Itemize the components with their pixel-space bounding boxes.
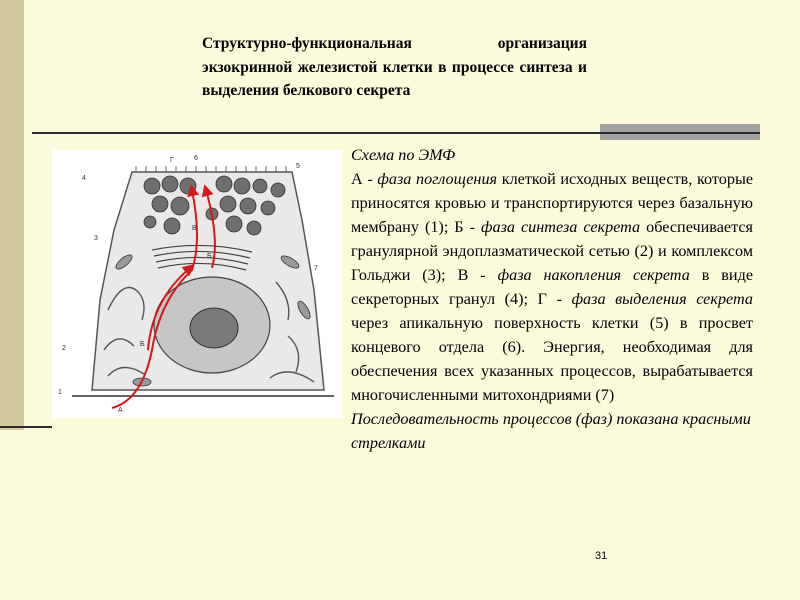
desc-part: фаза накопления секрета [497,266,690,284]
header-divider [32,132,760,134]
label-g: Г [170,157,174,164]
label-7: 7 [314,265,318,272]
nucleolus [190,308,238,348]
sequence-note: Последовательность процессов (фаз) показана красными стрелками [351,410,751,452]
label-5: 5 [296,163,300,170]
label-a: А [118,407,123,414]
page-number: 31 [595,550,608,562]
phase-description [351,167,753,407]
apical-microvilli [136,166,286,172]
desc-part: фаза синтеза секрета [481,218,641,236]
cell-diagram-svg [52,150,342,418]
label-4: 4 [82,175,86,182]
label-6: 6 [194,155,198,162]
description-block [351,143,753,455]
label-v: В [192,225,197,232]
slide-title: Структурно-функциональная организация экзокринной железистой клетки в процессе синтеза и выделения белкового секрета [202,35,587,99]
left-divider [0,426,52,428]
cell-diagram [52,150,342,418]
desc-part: в виде секреторных гранул (4); Г - [351,266,754,308]
scheme-heading: Схема по ЭМФ [351,146,456,164]
label-1: 1 [58,389,62,396]
desc-part: обеспечивается гранулярной эндоплазматической сетью (2) и комплексом Гольджи (3); В - [351,218,753,284]
left-decor-band [0,0,24,430]
desc-part: клеткой исходных веществ, которые приносятся кровью и транспортируются через базальную мембрану (1); Б - [351,170,754,236]
label-3: 3 [94,235,98,242]
desc-part: А - [351,170,378,188]
desc-part: фаза выделения секрета [571,290,753,308]
desc-part: фаза поглощения [377,170,498,188]
label-b-lower: Б [140,341,145,348]
label-b-upper: Б [207,253,212,260]
label-2: 2 [62,345,66,352]
desc-part: через апикальную поверхность клетки (5) в просвет концевого отдела (6). Энергия, необходимая для обеспечения всех указанных процессов, вырабатывается многочисленными митохондриями (7) [351,314,753,404]
